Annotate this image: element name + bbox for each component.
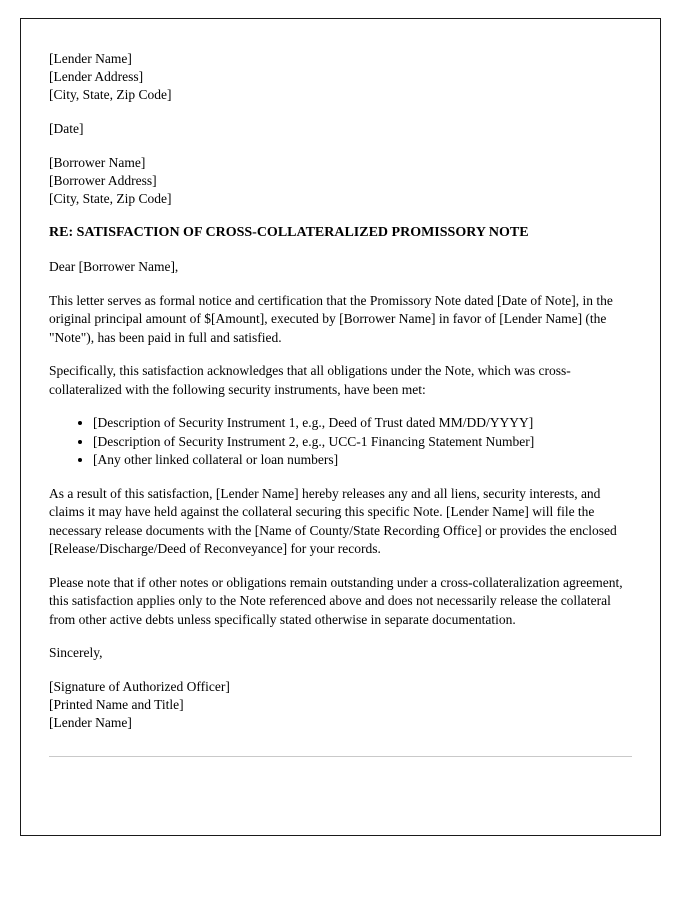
signature-line: [Signature of Authorized Officer] [49,678,230,694]
paragraph-release: As a result of this satisfaction, [Lender Name] hereby releases any and all liens, security interests, and claims it may have held against the collateral securing this specific Note. [Lender Name] will file the necessary release documents with the [Name of County/State Recording Office] or provides the enclosed [Release/Discharge/Deed of Reconveyance] for your records. [49,485,617,556]
security-instruments-list [49,414,632,470]
lender-address: [Lender Address] [49,69,144,84]
printed-name-line: [Printed Name and Title] [49,696,184,712]
borrower-name: [Borrower Name] [49,155,146,170]
signature-lender-name: [Lender Name] [49,714,132,730]
list-item: • [Any other linked collateral or loan numbers] [93,451,632,470]
list-item: • [Description of Security Instrument 1, e.g., Deed of Trust dated MM/DD/YYYY] [93,414,632,433]
paragraph-intro: This letter serves as formal notice and certification that the Promissory Note dated [Date of Note], in the original principal amount of $[Amount], executed by [Borrower Name] in favor of [Lender Name] (the "Note"), has been paid in full and satisfied. [49,292,613,345]
letter-date: [Date] [49,121,84,136]
list-item: • [Description of Security Instrument 2, e.g., UCC-1 Financing Statement Number] [93,433,632,452]
borrower-address: [Borrower Address] [49,173,157,188]
closing: Sincerely, [49,645,103,660]
spacer [49,104,632,120]
salutation: Dear [Borrower Name], [49,259,179,274]
lender-name: [Lender Name] [49,51,132,66]
borrower-address-block [49,154,632,208]
lender-city-state-zip: [City, State, Zip Code] [49,87,172,102]
borrower-city-state-zip: [City, State, Zip Code] [49,191,172,206]
paragraph-note: Please note that if other notes or obligations remain outstanding under a cross-collateralization agreement, this satisfaction applies only to the Note referenced above and does not necessarily release the collateral from other active debts unless specifically stated otherwise in separate documentation. [49,574,623,627]
signature-block [49,678,632,732]
lender-address-block [49,50,632,104]
subject-line: RE: SATISFACTION OF CROSS-COLLATERALIZED PROMISSORY NOTE [49,225,529,240]
letter-page [20,18,661,836]
spacer [49,208,632,224]
spacer [49,138,632,154]
divider [49,756,632,757]
paragraph-specifics: Specifically, this satisfaction acknowledges that all obligations under the Note, which was cross-collateralized with the following security instruments, have been met: [49,363,571,397]
